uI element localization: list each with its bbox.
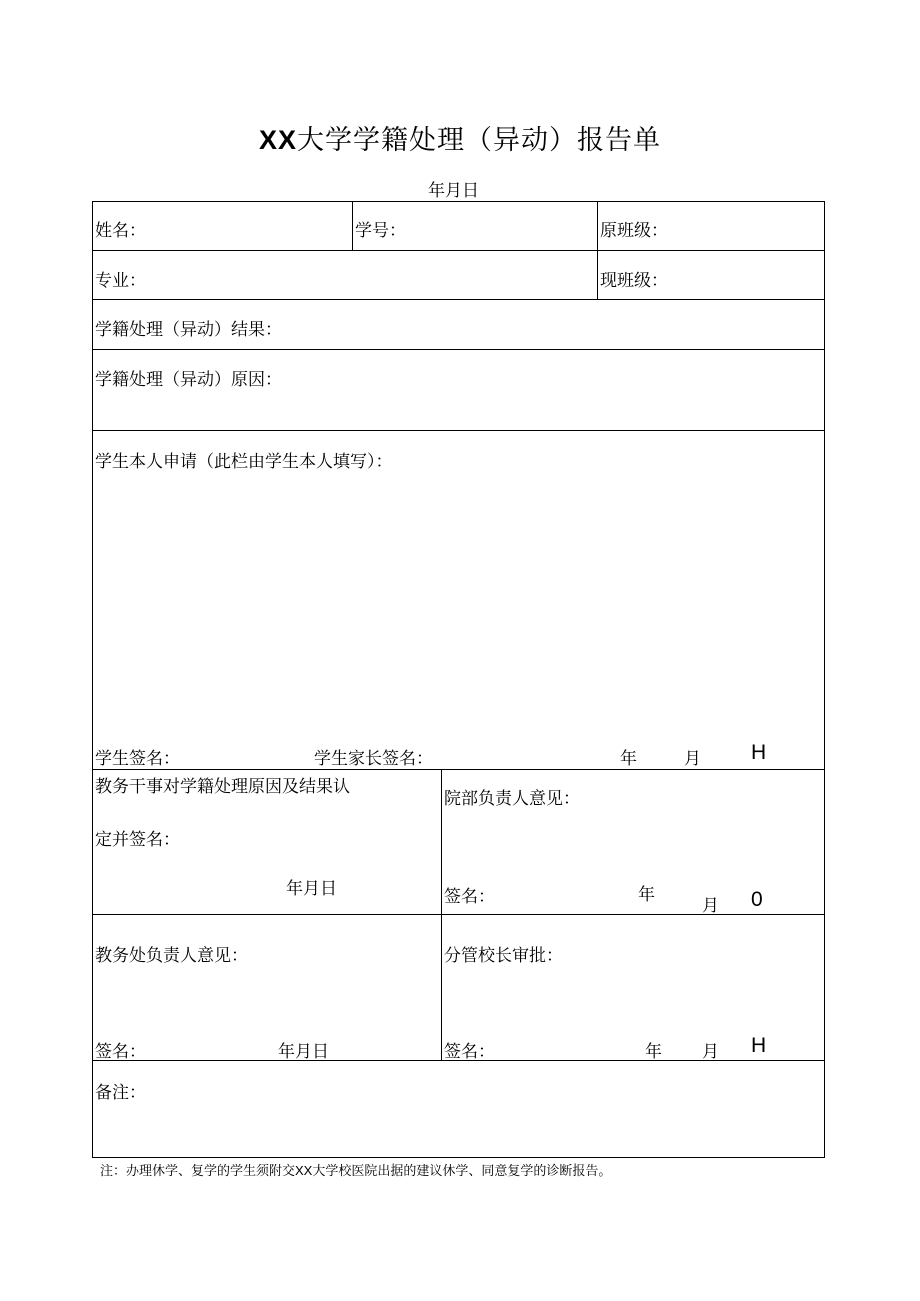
clerk-confirmation-label: 教务干事对学籍处理原因及结果认	[95, 777, 350, 797]
original-class-label: 原班级：	[600, 221, 668, 241]
row-divider	[92, 769, 825, 770]
title-text: 大学学籍处理（异动）报告单	[297, 125, 662, 156]
report-date: 年月日	[428, 181, 479, 201]
current-class-label: 现班级：	[600, 271, 668, 291]
parent-signature-label: 学生家长签名：	[314, 749, 433, 769]
academic-office-signature-label: 签名：	[95, 1042, 146, 1062]
day-label: H	[751, 741, 767, 764]
department-day-label: 0	[751, 888, 763, 911]
student-application-label: 学生本人申请（此栏由学生本人填写）：	[95, 452, 393, 472]
year-label: 年	[620, 749, 637, 769]
reason-label: 学籍处理（异动）原因：	[95, 370, 282, 390]
result-label: 学籍处理（异动）结果：	[95, 320, 282, 340]
row-divider	[92, 250, 825, 251]
title-prefix: XX	[258, 125, 298, 155]
academic-office-opinion-label: 教务处负责人意见：	[95, 946, 248, 966]
department-month-label: 月	[702, 896, 719, 916]
student-signature-label: 学生签名：	[95, 749, 180, 769]
vice-president-month-label: 月	[702, 1042, 719, 1062]
vice-president-year-label: 年	[645, 1042, 662, 1062]
remarks-label: 备注：	[95, 1083, 146, 1103]
page-title	[0, 118, 920, 157]
department-signature-label: 签名：	[444, 887, 495, 907]
student-id-label: 学号：	[355, 221, 406, 241]
vice-president-approval-label: 分管校长审批：	[444, 946, 563, 966]
academic-office-date-label: 年月日	[278, 1042, 329, 1062]
clerk-date-label: 年月日	[286, 879, 337, 899]
major-label: 专业：	[95, 271, 146, 291]
form-table	[92, 201, 825, 1158]
col-divider	[441, 769, 442, 1060]
name-label: 姓名：	[95, 221, 146, 241]
footnote-prefix: 注：办理休学、复学的学生须附交	[100, 1164, 296, 1179]
row-divider	[92, 430, 825, 431]
row-divider	[92, 299, 825, 300]
row-divider	[92, 349, 825, 350]
vice-president-day-label: H	[751, 1034, 767, 1057]
col-divider	[352, 201, 353, 250]
footnote-suffix: 大学校医院出据的建议休学、同意复学的诊断报告。	[312, 1164, 612, 1179]
footnote-xx: XX	[295, 1163, 313, 1178]
department-opinion-label: 院部负责人意见：	[444, 789, 580, 809]
col-divider	[597, 201, 598, 299]
month-label: 月	[684, 749, 701, 769]
footnote	[100, 1160, 611, 1179]
clerk-confirmation-label-cont: 定并签名：	[95, 830, 180, 850]
department-year-label: 年	[638, 885, 655, 905]
vice-president-signature-label: 签名：	[444, 1042, 495, 1062]
